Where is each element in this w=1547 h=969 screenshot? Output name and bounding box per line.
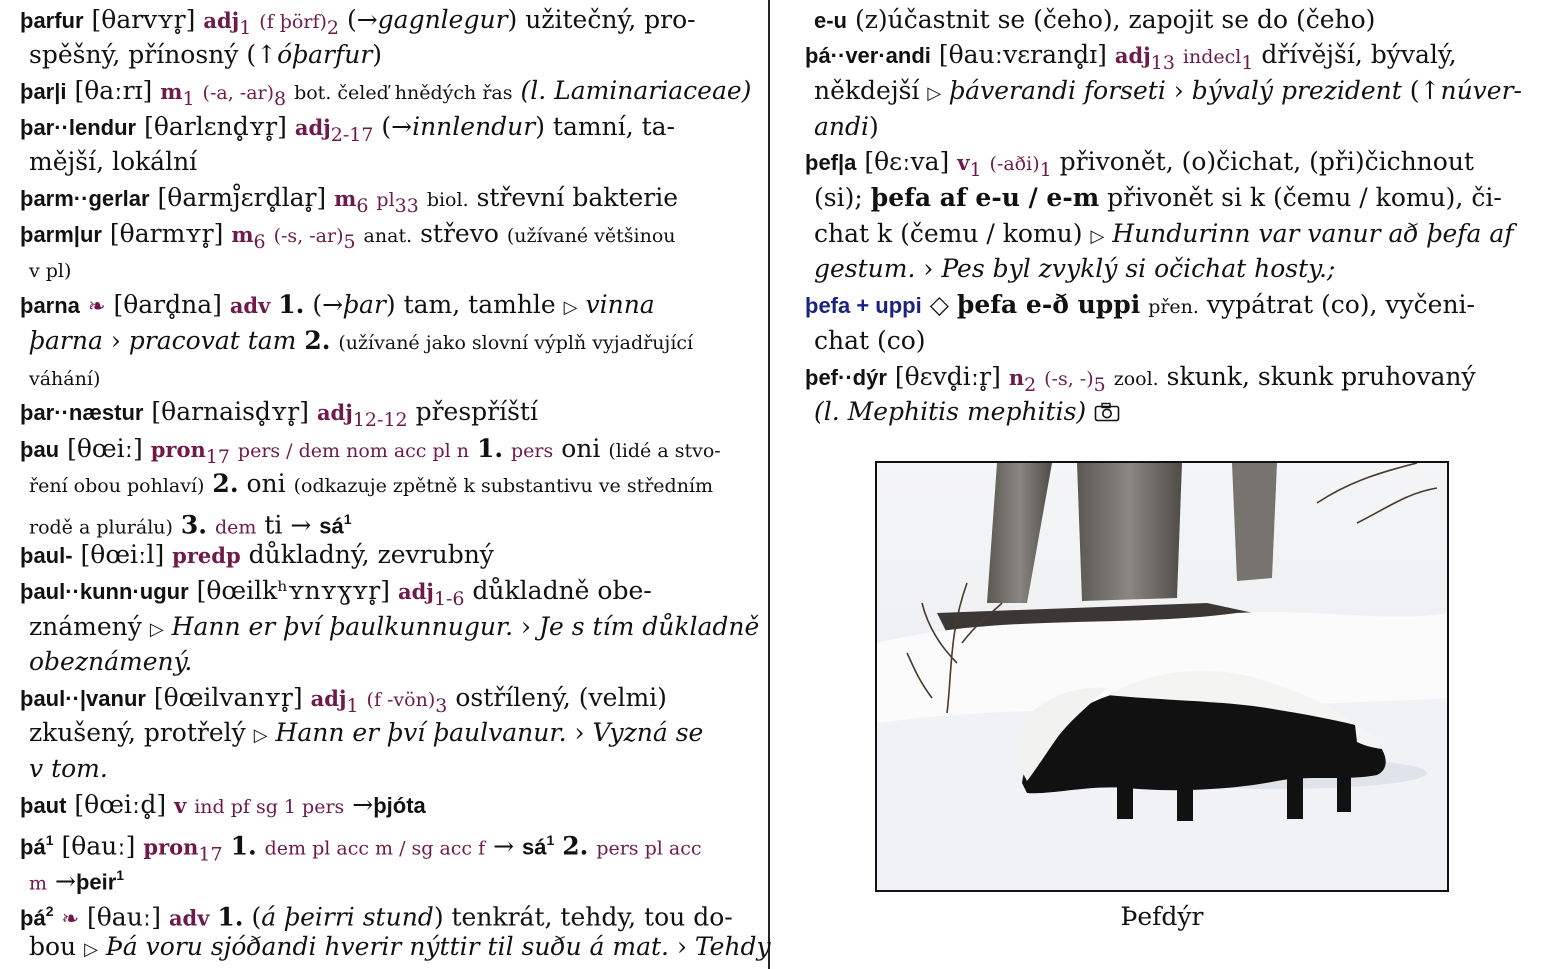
entry-tharlendur: þar··lendur [θarlɛnd̥ʏr̥] adj$_{2-17}$ (→innlendur) tamní, ta- xyxy=(20,112,675,146)
headword: þarna xyxy=(20,293,80,318)
entry-line: chat (co) xyxy=(814,326,926,355)
entry-thefdyr: þef··dýr [θɛvd̥iːr̥] $n_2$ (-s, $-)_5$ zool. skunk, skunk pruhovaný xyxy=(805,362,1476,396)
entry-thaulkunnugur: þaul··kunn·ugur [θœilkʰʏnʏɣʏr̥] adj$_{1-6}$ důkladně obe- xyxy=(20,576,652,610)
entry-line: m →þeir$^1$ xyxy=(29,866,125,896)
reference-headword[interactable]: sá xyxy=(522,834,547,860)
headword: þau xyxy=(20,437,60,462)
diamond-icon: ◇ xyxy=(929,290,949,319)
floral-heart-icon: ❧ xyxy=(61,906,80,931)
headword: þef··dýr xyxy=(805,365,887,390)
grammar-note: (f þörf) xyxy=(259,11,327,33)
latin-name: (l. Mephitis mephitis) xyxy=(814,397,1087,426)
part-of-speech: adj xyxy=(203,8,240,33)
example-translation: pracovat tam xyxy=(128,326,297,355)
column-divider xyxy=(768,0,770,969)
entry-tharfur: þarfur [θarvʏr̥] adj$_1$ (f $þörf)_2$ (→gagnlegur) užitečný, pro- xyxy=(20,5,696,39)
entry-line xyxy=(814,394,1120,431)
entry-line: chat k (čemu / komu) ▷ Hundurinn var vanur að þefa af xyxy=(814,219,1514,248)
entry-line: spěšný, přínosný (↑óþarfur) xyxy=(29,40,383,69)
camera-icon[interactable] xyxy=(1094,396,1120,431)
latin-name: (l. Laminariaceae) xyxy=(520,76,752,105)
cross-reference: gagnlegur xyxy=(377,5,508,34)
entry-line: bou ▷ Þá voru sjóðandi hverir nýttir til suðu á mat. › Tehdy xyxy=(29,932,771,961)
reference-headword[interactable]: þeir xyxy=(75,869,117,895)
entry-tha1: $þá^1$ [θauː] pron$_{17}$ 1. dem pl acc m / sg acc $f \to sá^1$ 2. pers pl acc xyxy=(20,831,702,866)
headword: þarm··gerlar xyxy=(20,186,150,211)
headword: þarm|ur xyxy=(20,222,102,247)
headword: þar··lendur xyxy=(20,115,137,140)
entry-line: zkušený, protřelý ▷ Hann er því þaulvanur. › Vyzná se xyxy=(29,718,704,747)
headword: þarfur xyxy=(20,8,84,33)
entry-line: známený ▷ Hann er því þaulkunnugur. › Je s tím důkladně xyxy=(29,612,760,641)
headword: þaut xyxy=(20,793,67,818)
figure-caption: Þefdýr xyxy=(1120,902,1204,931)
entry-thaul: þaul- [θœiːl] predp důkladný, zevrubný xyxy=(20,540,494,569)
example-marker-icon: ▷ xyxy=(563,297,578,318)
entry-line: mější, lokální xyxy=(29,147,198,176)
entry-line: v pl) xyxy=(29,260,72,282)
phrase: þefa e-ð uppi xyxy=(956,290,1141,319)
pronunciation: [θarvʏr̥] xyxy=(91,5,196,34)
headword: þaul··|vanur xyxy=(20,686,146,711)
headword: þá··ver·andi xyxy=(805,43,931,68)
entry-line: þarna › pracovat tam 2. (užívané jako slovní výplň vyjadřující xyxy=(29,326,694,355)
skunk-photo xyxy=(875,461,1449,892)
phrase: þefa af e-u / e-m xyxy=(870,183,1100,212)
entry-thaut: þaut [θœiːd̥] v ind pf sg 1 pers →þjóta xyxy=(20,790,426,819)
entry-line: (si); þefa af e-u / e-m přivonět si k (čemu / komu), či- xyxy=(814,183,1502,212)
headword: þef|a xyxy=(805,150,857,175)
entry-line: v tom. xyxy=(29,754,108,783)
entry-line: ření obou pohlaví) 2. oni (odkazuje zpětně k substantivu ve středním xyxy=(29,469,714,498)
entry-line: gestum. › Pes byl zvyklý si očichat hosty.; xyxy=(814,254,1336,283)
headword: þaul- xyxy=(20,543,73,568)
entry-thaverandi: þá··ver·andi [θauːvɛrand̥ɪ] adj$_{13}$ indecl$_1$ dřívější, bývalý, xyxy=(805,40,1457,74)
headword: þaul··kunn·ugur xyxy=(20,579,189,604)
reference-headword[interactable]: sá xyxy=(319,513,344,539)
entry-tharnaestur: þar··næstur [θarnaisd̥ʏr̥] adj$_{12-12}$ přespříští xyxy=(20,397,538,431)
entry-thari: þar|i [θaːrɪ] $m_1$ (-a, $-ar)_8$ bot. čeleď hnědých řas (l. Laminariaceae) xyxy=(20,76,752,110)
entry-line: obeznámený. xyxy=(29,647,193,676)
entry-tha2: $þá^2$ ❧ [θauː] adv 1. (á þeirri stund) tenkrát, tehdy, tou do- xyxy=(20,902,733,932)
headword: þar|i xyxy=(20,79,67,104)
headword: þar··næstur xyxy=(20,400,144,425)
headword: þá xyxy=(20,834,46,860)
entry-thaulvanur: þaul··|vanur [θœilvanʏr̥] adj$_1$ (f $-vön)_3$ ostřílený, (velmi) xyxy=(20,683,667,717)
example-text: vinna xyxy=(585,290,655,319)
entry-line: rodě a plurálu) 3. dem ti → $sá^1$ xyxy=(29,510,352,540)
entry-tharmgerlar: þarm··gerlar [θarmj̊ɛrd̥lar̥] $m_6$ $pl_{33}$ biol. střevní bakterie xyxy=(20,183,678,217)
entry-thau: þau [θœiː] pron$_{17}$ pers / dem nom acc pl n 1. pers oni (lidé a stvo- xyxy=(20,434,721,468)
entry-line: váhání) xyxy=(29,368,101,390)
floral-heart-icon: ❧ xyxy=(87,294,106,318)
entry-thefa: þef|a [θɛːva] $v_1$ $(-aði)_1$ přivonět, (o)čichat, (při)čichnout xyxy=(805,147,1474,181)
entry-thefa-uppi: þefa + uppi ◇ þefa e-ð uppi přen. vypátrat (co), vyčeni- xyxy=(805,290,1475,319)
entry-line: e-u (z)účastnit se (čeho), zapojit se do (čeho) xyxy=(814,5,1376,34)
headword: þá xyxy=(20,905,46,931)
entry-tharmur: þarm|ur [θarmʏr̥] $m_6$ (-s, $-ar)_5$ anat. střevo (užívané většinou xyxy=(20,219,676,253)
reference-headword[interactable]: þjóta xyxy=(373,793,426,818)
entry-tharna: þarna ❧ [θard̥na] adv 1. (→þar) tam, tamhle ▷ vinna xyxy=(20,290,655,319)
entry-line: někdejší ▷ þáverandi forseti › bývalý prezident (↑núver- xyxy=(814,76,1523,105)
entry-line: andi) xyxy=(814,112,879,141)
phrase-headword: þefa + uppi xyxy=(805,293,922,318)
